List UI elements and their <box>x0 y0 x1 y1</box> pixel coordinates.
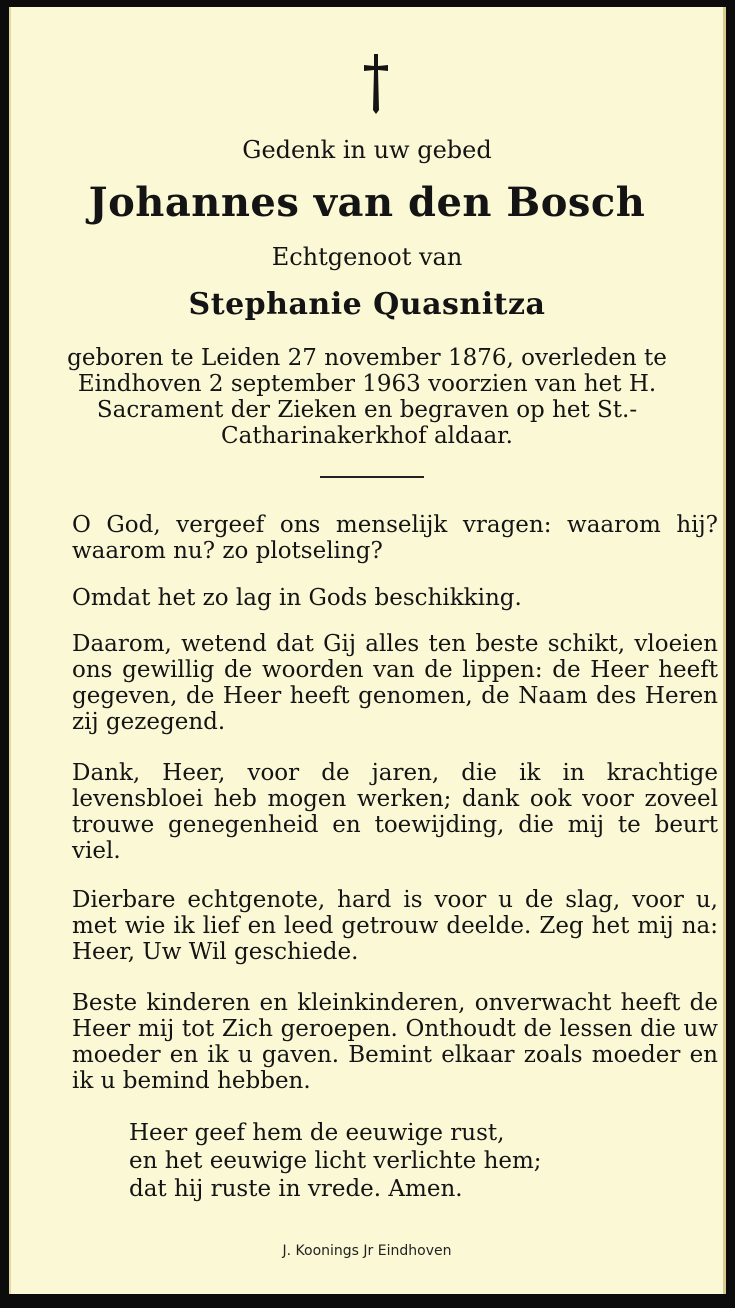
prayer-line: dat hij ruste in vrede. Amen. <box>129 1176 463 1202</box>
closing-prayer <box>129 1119 689 1203</box>
paragraph-3: Daarom, wetend dat Gij alles ten beste schikt, vloeien ons gewillig de woorden van de lippen: de Heer heeft gegeven, de Heer heeft genomen, de Naam des Heren zij gezegend. <box>72 631 718 735</box>
spouse-name: Stephanie Quasnitza <box>188 287 546 322</box>
intro-text: Gedenk in uw gebed <box>242 136 492 164</box>
paragraph-5: Dierbare echtgenote, hard is voor u de slag, voor u, met wie ik lief en leed getrouw deelde. Zeg het mij na: Heer, Uw Wil geschiede. <box>72 887 718 965</box>
prayer-line: Heer geef hem de eeuwige rust, <box>129 1120 505 1146</box>
memorial-card <box>9 7 726 1294</box>
paragraph-2: Omdat het zo lag in Gods beschikking. <box>72 585 522 611</box>
deceased-name: Johannes van den Bosch <box>88 179 646 226</box>
paragraph-4: Dank, Heer, voor de jaren, die ik in krachtige levensbloei heb mogen werken; dank ook voor zoveel trouwe genegenheid en toewijding, die mij te beurt viel. <box>72 760 718 864</box>
prayer-line: en het eeuwige licht verlichte hem; <box>129 1148 542 1174</box>
biography-text: geboren te Leiden 27 november 1876, overleden te Eindhoven 2 september 1963 voorzien van het H. Sacrament der Zieken en begraven op het St.-Catharinakerkhof aldaar. <box>67 345 667 449</box>
divider <box>320 476 424 478</box>
paragraph-1: O God, vergeef ons menselijk vragen: waarom hij? waarom nu? zo plotseling? <box>72 512 718 564</box>
printer-imprint: J. Koonings Jr Eindhoven <box>282 1243 452 1259</box>
paragraph-6: Beste kinderen en kleinkinderen, onverwacht heeft de Heer mij tot Zich geroepen. Onthoudt de lessen die uw moeder en ik u gaven. Bemint elkaar zoals moeder en ik u bemind hebben. <box>72 990 718 1094</box>
spouse-label: Echtgenoot van <box>271 243 463 271</box>
latin-cross-icon <box>361 52 391 114</box>
biography <box>11 345 723 449</box>
